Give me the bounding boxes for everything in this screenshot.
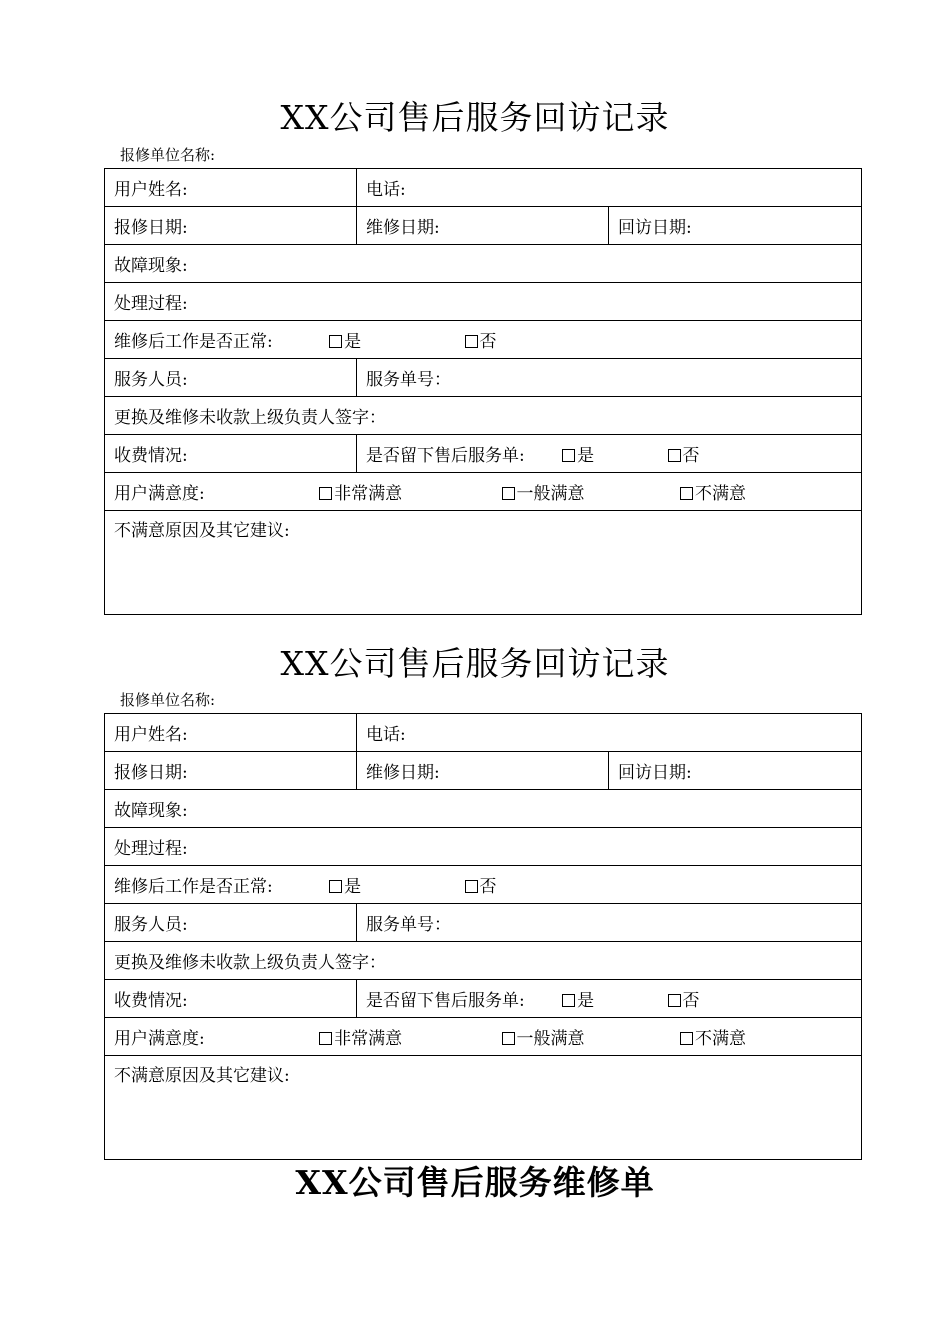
table-row: [105, 1018, 862, 1056]
fault-field[interactable]: 故障现象:: [105, 245, 862, 283]
checkbox-icon: [562, 994, 575, 1007]
checkbox-icon: [680, 487, 693, 500]
checkbox-icon: [465, 335, 478, 348]
dissatisfied-checkbox[interactable]: 不满意: [680, 479, 746, 504]
very-satisfied-checkbox[interactable]: 非常满意: [319, 479, 402, 504]
repair-date-field[interactable]: 维修日期:: [357, 207, 609, 245]
service-staff-field[interactable]: 服务人员:: [105, 904, 357, 942]
table-row: [105, 828, 862, 866]
dissatisfied-checkbox[interactable]: 不满意: [680, 1024, 746, 1049]
dissatisfaction-reason-field[interactable]: 不满意原因及其它建议:: [105, 511, 862, 615]
keep-service-order-label: 是否留下售后服务单:: [366, 446, 525, 466]
checkbox-icon: [329, 880, 342, 893]
table-row: [105, 942, 862, 980]
table-row: [105, 207, 862, 245]
checkbox-icon: [465, 880, 478, 893]
table-row: [105, 752, 862, 790]
report-date-field[interactable]: 报修日期:: [105, 752, 357, 790]
table-row: [105, 359, 862, 397]
normal-yes-checkbox[interactable]: 是: [329, 327, 361, 352]
keep-service-order-label: 是否留下售后服务单:: [366, 991, 525, 1011]
repair-unit-name-label: 报修单位名称:: [120, 691, 216, 709]
works-normally-row: [105, 866, 862, 904]
checkbox-icon: [562, 449, 575, 462]
fee-status-field[interactable]: 收费情况:: [105, 980, 357, 1018]
visit-record-table: [104, 168, 862, 615]
table-row: [105, 904, 862, 942]
repair-unit-name-label: 报修单位名称:: [120, 146, 216, 164]
checkbox-icon: [680, 1032, 693, 1045]
keep-yes-checkbox[interactable]: 是: [562, 441, 594, 466]
visit-date-field[interactable]: 回访日期:: [609, 752, 862, 790]
table-row: [105, 1056, 862, 1160]
works-normally-label: 维修后工作是否正常:: [114, 332, 273, 352]
service-order-no-field[interactable]: 服务单号：: [357, 904, 862, 942]
satisfaction-label: 用户满意度:: [114, 484, 205, 504]
table-row: [105, 473, 862, 511]
normal-yes-checkbox[interactable]: 是: [329, 872, 361, 897]
form-title: XX公司售后服务回访记录: [280, 644, 670, 683]
works-normally-row: [105, 321, 862, 359]
table-row: [105, 397, 862, 435]
service-staff-field[interactable]: 服务人员:: [105, 359, 357, 397]
satisfaction-label: 用户满意度:: [114, 1029, 205, 1049]
process-field[interactable]: 处理过程:: [105, 283, 862, 321]
checkbox-icon: [668, 994, 681, 1007]
satisfaction-row: [105, 473, 862, 511]
checkbox-icon: [319, 1032, 332, 1045]
normal-no-checkbox[interactable]: 否: [465, 327, 497, 352]
table-row: [105, 321, 862, 359]
dissatisfaction-reason-field[interactable]: 不满意原因及其它建议:: [105, 1056, 862, 1160]
very-satisfied-checkbox[interactable]: 非常满意: [319, 1024, 402, 1049]
table-row: [105, 511, 862, 615]
checkbox-icon: [319, 487, 332, 500]
keep-no-checkbox[interactable]: 否: [668, 986, 700, 1011]
table-row: [105, 283, 862, 321]
table-row: [105, 435, 862, 473]
form-title: XX公司售后服务回访记录: [280, 98, 670, 137]
keep-service-order-row: [357, 980, 862, 1018]
normal-no-checkbox[interactable]: 否: [465, 872, 497, 897]
repair-order-title: XX公司售后服务维修单: [295, 1163, 655, 1202]
fairly-satisfied-checkbox[interactable]: 一般满意: [502, 479, 585, 504]
table-row: [105, 245, 862, 283]
keep-no-checkbox[interactable]: 否: [668, 441, 700, 466]
visit-date-field[interactable]: 回访日期:: [609, 207, 862, 245]
supervisor-signature-field[interactable]: 更换及维修未收款上级负责人签字：: [105, 397, 862, 435]
supervisor-signature-field[interactable]: 更换及维修未收款上级负责人签字：: [105, 942, 862, 980]
process-field[interactable]: 处理过程:: [105, 828, 862, 866]
checkbox-icon: [502, 487, 515, 500]
fairly-satisfied-checkbox[interactable]: 一般满意: [502, 1024, 585, 1049]
report-date-field[interactable]: 报修日期:: [105, 207, 357, 245]
table-row: [105, 790, 862, 828]
keep-service-order-row: [357, 435, 862, 473]
fault-field[interactable]: 故障现象:: [105, 790, 862, 828]
checkbox-icon: [502, 1032, 515, 1045]
phone-field[interactable]: 电话:: [357, 169, 862, 207]
checkbox-icon: [329, 335, 342, 348]
fee-status-field[interactable]: 收费情况:: [105, 435, 357, 473]
service-order-no-field[interactable]: 服务单号：: [357, 359, 862, 397]
checkbox-icon: [668, 449, 681, 462]
table-row: [105, 980, 862, 1018]
table-row: [105, 169, 862, 207]
repair-date-field[interactable]: 维修日期:: [357, 752, 609, 790]
phone-field[interactable]: 电话:: [357, 714, 862, 752]
works-normally-label: 维修后工作是否正常:: [114, 877, 273, 897]
satisfaction-row: [105, 1018, 862, 1056]
table-row: [105, 866, 862, 904]
keep-yes-checkbox[interactable]: 是: [562, 986, 594, 1011]
user-name-field[interactable]: 用户姓名:: [105, 714, 357, 752]
visit-record-table: [104, 713, 862, 1160]
table-row: [105, 714, 862, 752]
user-name-field[interactable]: 用户姓名:: [105, 169, 357, 207]
